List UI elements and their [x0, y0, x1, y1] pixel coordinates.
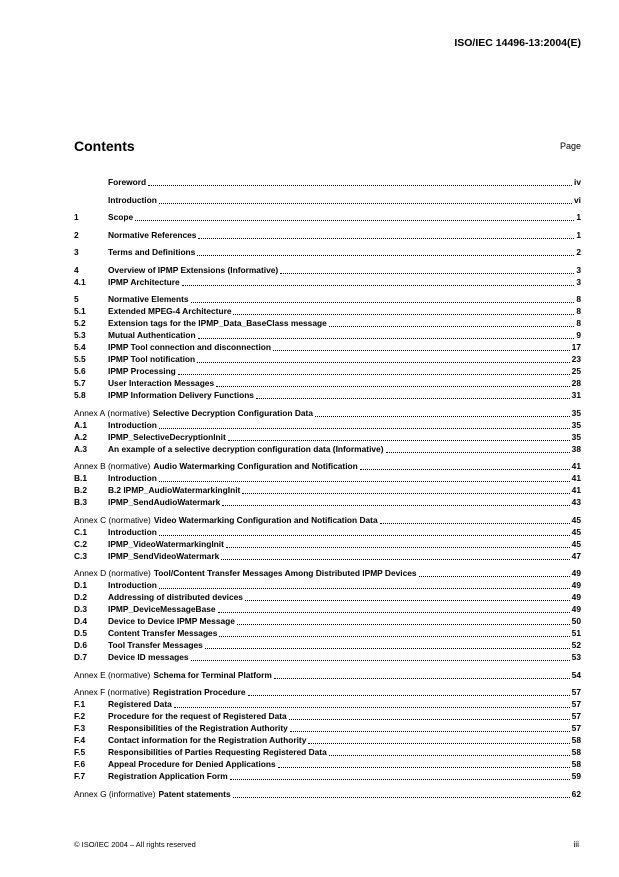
toc-entry-title: An example of a selective decryption configuration data (Informative) [108, 443, 384, 454]
annex-type: (normative) [107, 407, 150, 418]
annex-type: (normative) [108, 669, 151, 680]
toc-entry[interactable] [74, 276, 581, 288]
dot-leader [290, 731, 570, 732]
toc-entry-title: IPMP_VideoWatermarkingInit [108, 538, 224, 549]
toc-entry-page: 54 [571, 669, 581, 680]
toc-entry-number: 5 [74, 294, 79, 304]
toc-entry-page: 23 [571, 354, 581, 364]
toc-entry[interactable] [74, 329, 581, 341]
toc-entry-page: 45 [571, 526, 581, 537]
toc-entry[interactable] [74, 419, 581, 431]
toc-entry-title: Introduction [108, 473, 157, 483]
toc-entry-number: D.7 [74, 652, 88, 662]
toc-entry[interactable] [74, 431, 581, 443]
toc-entry-page: 28 [571, 378, 581, 388]
dot-leader [182, 285, 575, 286]
toc-entry-number: F.4 [74, 735, 86, 745]
dot-leader [198, 238, 574, 239]
dot-leader [216, 386, 570, 387]
toc-entry-title: IPMP_SendVideoWatermark [108, 550, 220, 561]
toc-entry-page: 43 [571, 497, 581, 507]
toc-entry[interactable] [74, 264, 581, 276]
toc-entry[interactable] [74, 722, 581, 734]
toc-entry-number: C.2 [74, 538, 88, 549]
annex-title: Schema for Terminal Platform [153, 669, 272, 680]
toc-entry[interactable] [74, 627, 581, 639]
toc-annex-entry[interactable] [74, 567, 581, 579]
toc-entry[interactable] [74, 305, 581, 317]
toc-entry-page: 41 [571, 461, 581, 471]
toc-entry[interactable] [74, 579, 581, 591]
dot-leader [197, 255, 574, 256]
toc-entry-title [74, 788, 231, 800]
toc-entry-page: 51 [571, 628, 581, 638]
toc-annex-entry[interactable] [74, 669, 581, 681]
toc-entry-title: Introduction [108, 419, 157, 430]
toc-entry[interactable] [74, 317, 581, 329]
dot-leader [226, 547, 570, 548]
annex-label: Annex B [74, 461, 106, 471]
dot-leader [245, 600, 570, 601]
toc-entry-page: 1 [576, 212, 581, 222]
toc-entry-title: Introduction [108, 580, 157, 590]
toc-entry-page: 58 [571, 747, 581, 757]
dot-leader [159, 428, 570, 429]
toc-entry-number: F.7 [74, 771, 86, 781]
toc-entry-page: 53 [571, 652, 581, 662]
toc-entry-page: 52 [571, 640, 581, 650]
toc-entry-page: 35 [571, 431, 581, 442]
toc-entry-number: D.1 [74, 580, 88, 590]
annex-label: Annex G [74, 788, 107, 799]
toc-entry[interactable] [74, 770, 581, 782]
toc-entry-number: 2 [74, 229, 79, 240]
page-column-label: Page [559, 141, 581, 151]
toc-entry-title: Device ID messages [108, 652, 189, 662]
toc-entry-number: F.5 [74, 747, 86, 757]
dot-leader [242, 493, 569, 494]
toc-entry-number: 4.1 [74, 276, 86, 287]
annex-type: (normative) [108, 461, 151, 471]
toc-entry-title: Scope [108, 212, 134, 222]
dot-leader [178, 374, 570, 375]
toc-entry[interactable] [74, 443, 581, 455]
toc-entry[interactable] [74, 538, 581, 550]
toc-entry-number: A.3 [74, 443, 88, 454]
dot-leader [135, 220, 574, 221]
toc-entry-title: Foreword [108, 177, 147, 187]
dot-leader [280, 273, 574, 274]
toc-entry-page: 57 [571, 711, 581, 721]
dot-leader [219, 636, 569, 637]
toc-entry-title: Registration Application Form [108, 771, 228, 781]
toc-entry-title: User Interaction Messages [108, 378, 215, 388]
annex-title: Selective Decryption Configuration Data [152, 407, 313, 418]
toc-entry-title: Procedure for the request of Registered Data [108, 711, 287, 721]
dot-leader [159, 535, 570, 536]
copyright-notice: © ISO/IEC 2004 – All rights reserved [74, 840, 196, 849]
toc-entry[interactable] [74, 389, 581, 401]
toc-entry-title [74, 514, 378, 526]
toc-entry-title [74, 567, 417, 579]
toc-entry-title [74, 669, 272, 681]
toc-entry-page: 31 [571, 390, 581, 400]
dot-leader [148, 185, 572, 186]
annex-label: Annex E [74, 669, 106, 680]
dot-leader [191, 302, 575, 303]
toc-entry-page: 8 [576, 294, 581, 304]
toc-entry[interactable] [74, 365, 581, 377]
toc-entry-number: F.3 [74, 723, 86, 733]
toc-entry-number: B.3 [74, 497, 88, 507]
toc-entry-title: Appeal Procedure for Denied Applications [108, 759, 276, 769]
annex-label: Annex D [74, 568, 107, 578]
dot-leader [191, 660, 570, 661]
toc-entry-number: 5.2 [74, 318, 86, 328]
toc-entry-title: IPMP Tool notification [108, 354, 196, 364]
toc-entry-page: 41 [571, 473, 581, 483]
dot-leader [233, 314, 574, 315]
dot-leader [221, 559, 569, 560]
dot-leader [274, 678, 570, 679]
toc-entry-page: 38 [571, 443, 581, 454]
toc-entry-page: 45 [571, 514, 581, 525]
annex-type: (normative) [108, 514, 151, 525]
toc-entry-title: IPMP_SelectiveDecryptionInit [108, 431, 226, 442]
toc-entry-page: 35 [571, 419, 581, 430]
toc-entry-page: 2 [576, 247, 581, 257]
toc-entry-number: C.3 [74, 550, 88, 561]
toc-entry-title [74, 686, 246, 698]
toc-entry-number: 3 [74, 247, 79, 257]
toc-entry-page: 49 [571, 580, 581, 590]
toc-entry-page: vi [574, 194, 581, 205]
annex-type: (informative) [108, 788, 156, 799]
toc-entry-title: Introduction [108, 194, 157, 205]
dot-leader [329, 755, 570, 756]
toc-entry-number: B.1 [74, 473, 88, 483]
toc-entry[interactable] [74, 615, 581, 627]
dot-leader [198, 338, 575, 339]
annex-label: Annex F [74, 687, 106, 697]
toc-entry[interactable] [74, 496, 581, 508]
toc-entry-page: 17 [571, 342, 581, 352]
toc-entry-page: 49 [571, 592, 581, 602]
dot-leader [386, 452, 570, 453]
toc-entry-number: A.1 [74, 419, 88, 430]
toc-entry-page: 49 [571, 568, 581, 578]
toc-entry-title: B.2 IPMP_AudioWatermarkingInit [108, 485, 241, 495]
toc-entry-number: F.2 [74, 711, 86, 721]
toc-entry-number: 5.3 [74, 330, 86, 340]
toc-entry-title: IPMP Information Delivery Functions [108, 390, 254, 400]
toc-entry[interactable] [74, 591, 581, 603]
toc-entry-number: 1 [74, 212, 79, 222]
dot-leader [159, 203, 572, 204]
toc-entry-title: Contact information for the Registration Authority [108, 735, 307, 745]
toc-entry-page: 47 [571, 550, 581, 561]
toc-entry[interactable] [74, 229, 581, 241]
toc-entry-number: 5.6 [74, 366, 86, 376]
toc-entry-page: 50 [571, 616, 581, 626]
toc-entry-number: D.4 [74, 616, 88, 626]
toc-entry-title: IPMP Architecture [108, 276, 180, 287]
annex-label: Annex C [74, 514, 107, 525]
toc-entry-page: iv [574, 177, 581, 187]
toc-entry-page: 45 [571, 538, 581, 549]
toc-entry-title: Introduction [108, 526, 157, 537]
toc-annex-entry[interactable] [74, 686, 581, 698]
table-of-contents [74, 176, 581, 800]
toc-entry-page: 57 [571, 699, 581, 709]
toc-entry-number: F.6 [74, 759, 86, 769]
annex-title: Patent statements [158, 788, 231, 799]
toc-entry[interactable] [74, 377, 581, 389]
toc-entry-title [74, 407, 313, 419]
dot-leader [360, 469, 570, 470]
dot-leader [159, 481, 570, 482]
toc-entry[interactable] [74, 472, 581, 484]
toc-entry[interactable] [74, 734, 581, 746]
page-title: Contents [74, 138, 135, 154]
toc-entry-page: 59 [571, 771, 581, 781]
annex-title: Registration Procedure [152, 687, 246, 697]
toc-entry-page: 57 [571, 723, 581, 733]
dot-leader [230, 779, 570, 780]
toc-entry-page: 25 [571, 366, 581, 376]
toc-entry-title: Extended MPEG-4 Architecture [108, 306, 232, 316]
toc-entry-title: Normative Elements [108, 294, 189, 304]
toc-annex-entry[interactable] [74, 788, 581, 800]
toc-annex-entry[interactable] [74, 514, 581, 526]
dot-leader [278, 767, 570, 768]
toc-entry[interactable] [74, 526, 581, 538]
toc-entry[interactable] [74, 651, 581, 663]
dot-leader [159, 588, 570, 589]
toc-entry-number: D.6 [74, 640, 88, 650]
toc-entry-page: 49 [571, 604, 581, 614]
toc-entry-title: Device to Device IPMP Message [108, 616, 235, 626]
toc-annex-entry[interactable] [74, 460, 581, 472]
dot-leader [222, 505, 569, 506]
dot-leader [228, 440, 570, 441]
toc-entry-page: 62 [571, 788, 581, 799]
toc-entry[interactable] [74, 710, 581, 722]
toc-entry[interactable] [74, 353, 581, 365]
toc-entry-title: Terms and Definitions [108, 247, 196, 257]
toc-entry-number: D.3 [74, 604, 88, 614]
toc-entry-number: 5.7 [74, 378, 86, 388]
annex-title: Tool/Content Transfer Messages Among Distributed IPMP Devices [153, 568, 417, 578]
toc-entry[interactable] [74, 484, 581, 496]
dot-leader [380, 523, 570, 524]
dot-leader [419, 576, 570, 577]
dot-leader [233, 797, 570, 798]
toc-entry-number: 4 [74, 264, 79, 275]
dot-leader [308, 743, 569, 744]
toc-entry-title: Extension tags for the IPMP_Data_BaseClass message [108, 318, 327, 328]
toc-entry-number: F.1 [74, 699, 86, 709]
toc-entry-number: 5.4 [74, 342, 86, 352]
toc-entry-number: 5.1 [74, 306, 86, 316]
dot-leader [237, 624, 570, 625]
toc-annex-entry[interactable] [74, 407, 581, 419]
dot-leader [248, 695, 570, 696]
toc-entry[interactable] [74, 246, 581, 258]
annex-type: (normative) [107, 687, 150, 697]
dot-leader [218, 612, 570, 613]
toc-entry[interactable] [74, 758, 581, 770]
toc-entry-title: Responsibilities of Parties Requesting Registered Data [108, 747, 327, 757]
toc-entry[interactable] [74, 176, 581, 188]
toc-entry[interactable] [74, 746, 581, 758]
toc-entry-page: 41 [571, 485, 581, 495]
page-number: iii [573, 839, 579, 849]
toc-entry-number: B.2 [74, 485, 88, 495]
toc-entry[interactable] [74, 550, 581, 562]
annex-title: Audio Watermarking Configuration and Notification [153, 461, 358, 471]
toc-entry-title [74, 460, 358, 472]
standard-id: ISO/IEC 14496-13:2004(E) [454, 37, 581, 49]
toc-entry-number: D.5 [74, 628, 88, 638]
toc-entry-page: 35 [571, 407, 581, 418]
annex-type: (normative) [108, 568, 151, 578]
toc-entry[interactable] [74, 639, 581, 651]
dot-leader [174, 707, 570, 708]
toc-entry-page: 58 [571, 735, 581, 745]
toc-entry-title: IPMP_SendAudioWatermark [108, 497, 221, 507]
dot-leader [289, 719, 570, 720]
toc-entry[interactable] [74, 341, 581, 353]
toc-entry-page: 3 [576, 264, 581, 275]
dot-leader [256, 398, 570, 399]
toc-entry-number: 5.8 [74, 390, 86, 400]
toc-entry[interactable] [74, 211, 581, 223]
toc-entry-number: C.1 [74, 526, 88, 537]
toc-entry-page: 9 [576, 330, 581, 340]
toc-entry-title: Normative References [108, 229, 197, 240]
toc-entry-page: 1 [576, 229, 581, 240]
toc-entry-page: 8 [576, 306, 581, 316]
toc-entry[interactable] [74, 603, 581, 615]
dot-leader [205, 648, 570, 649]
toc-entry-page: 58 [571, 759, 581, 769]
toc-entry[interactable] [74, 194, 581, 206]
toc-entry-title: Responsibilities of the Registration Authority [108, 723, 288, 733]
toc-entry-title: IPMP_DeviceMessageBase [108, 604, 216, 614]
annex-title: Video Watermarking Configuration and Notification Data [153, 514, 378, 525]
toc-entry-title: Mutual Authentication [108, 330, 196, 340]
annex-label: Annex A [74, 407, 106, 418]
dot-leader [329, 326, 575, 327]
dot-leader [273, 350, 570, 351]
toc-entry-title: IPMP Tool connection and disconnection [108, 342, 272, 352]
toc-entry-page: 3 [576, 276, 581, 287]
toc-entry-title: Overview of IPMP Extensions (Informative) [108, 264, 279, 275]
toc-entry[interactable] [74, 698, 581, 710]
dot-leader [197, 362, 570, 363]
toc-entry[interactable] [74, 293, 581, 305]
toc-entry-number: 5.5 [74, 354, 86, 364]
toc-entry-page: 57 [571, 687, 581, 697]
dot-leader [315, 416, 570, 417]
toc-entry-title: Tool Transfer Messages [108, 640, 203, 650]
toc-entry-title: IPMP Processing [108, 366, 176, 376]
toc-entry-title: Addressing of distributed devices [108, 592, 243, 602]
toc-entry-title: Content Transfer Messages [108, 628, 218, 638]
toc-entry-number: A.2 [74, 431, 88, 442]
toc-entry-page: 8 [576, 318, 581, 328]
toc-entry-title: Registered Data [108, 699, 172, 709]
toc-entry-number: D.2 [74, 592, 88, 602]
